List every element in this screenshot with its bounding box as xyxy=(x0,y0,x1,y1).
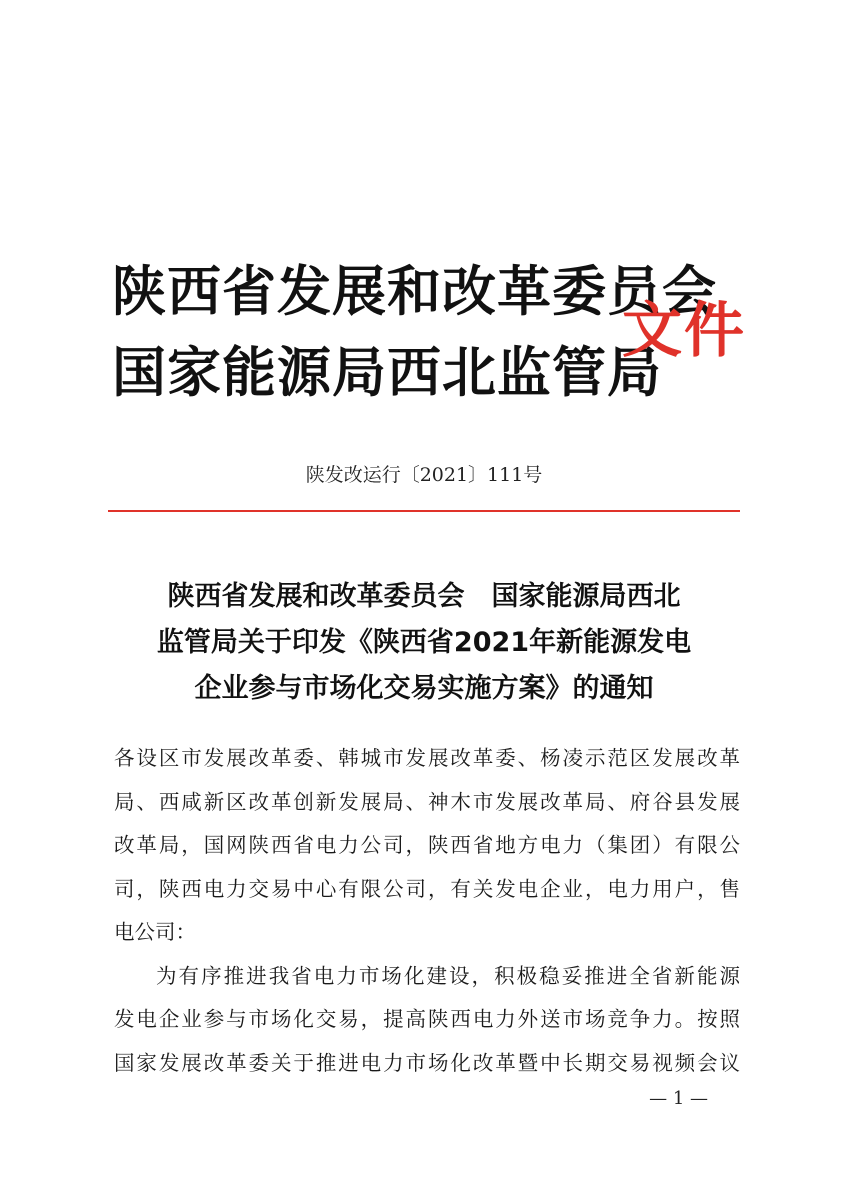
title-line-2: 监管局关于印发《陕西省2021年新能源发电 xyxy=(156,627,692,658)
paragraph-line-1: 为有序推进我省电力市场化建设，积极稳妥推进全省新能源 xyxy=(156,963,740,988)
page-number: — 1 — xyxy=(649,1088,708,1109)
recipients-line-5: 电公司： xyxy=(114,920,196,944)
body-text xyxy=(114,737,740,1085)
file-mark: 文件 xyxy=(622,296,746,366)
issuer-line-1: 陕西省发展和改革委员会 xyxy=(112,260,717,323)
recipients-line-1: 各设区市发展改革委、韩城市发展改革委、杨凌示范区发展改革 xyxy=(114,746,740,770)
recipients-line-2: 局、西咸新区改革创新发展局、神木市发展改革局、府谷县发展 xyxy=(114,789,740,814)
notice-title xyxy=(0,574,848,712)
recipients-line-4: 司，陕西电力交易中心有限公司，有关发电企业，电力用户，售 xyxy=(114,876,740,901)
paragraph-line-2: 发电企业参与市场化交易，提高陕西电力外送市场竞争力。按照 xyxy=(114,1007,740,1031)
title-line-3: 企业参与市场化交易实施方案》的通知 xyxy=(194,673,654,704)
recipients-line-3: 改革局，国网陕西省电力公司，陕西省地方电力（集团）有限公 xyxy=(114,833,740,857)
red-separator-rule xyxy=(108,510,740,512)
paragraph-line-3: 国家发展改革委关于推进电力市场化改革暨中长期交易视频会议 xyxy=(114,1050,740,1075)
title-line-1: 陕西省发展和改革委员会 国家能源局西北 xyxy=(167,581,681,612)
document-number: 陕发改运行〔2021〕111号 xyxy=(305,464,543,486)
issuer-line-2: 国家能源局西北监管局 xyxy=(112,341,662,404)
